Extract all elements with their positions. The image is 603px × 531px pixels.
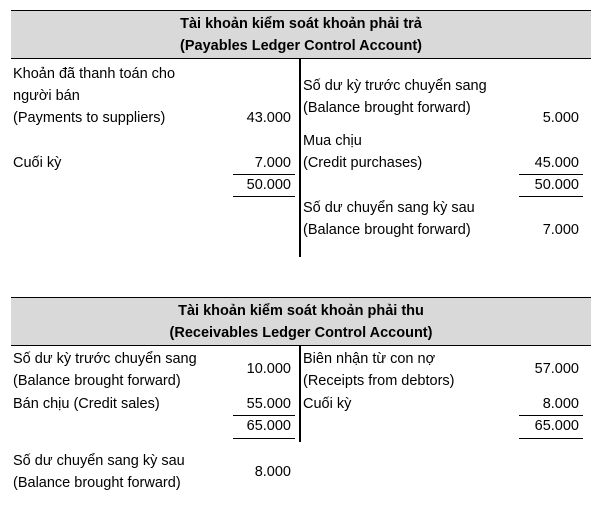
receivables-divider <box>299 346 301 442</box>
payables-closing-amount: 7.000 <box>254 155 291 171</box>
payables-payments-line1: Khoản đã thanh toán cho <box>13 66 176 82</box>
payables-divider <box>299 59 301 257</box>
receivables-body <box>11 346 591 526</box>
payables-header <box>11 10 591 59</box>
receivables-left-total: 65.000 <box>246 418 291 434</box>
payables-right-total: 50.000 <box>534 177 579 193</box>
receivables-right-total: 65.000 <box>534 418 579 434</box>
payables-left-total: 50.000 <box>246 177 291 193</box>
payables-body <box>11 59 591 259</box>
receivables-bbf-line1: Số dư kỳ trước chuyển sang <box>13 351 197 367</box>
payables-control-account <box>11 10 591 259</box>
payables-closing-label: Cuối kỳ <box>13 155 62 171</box>
receivables-closing-amount: 8.000 <box>542 396 579 412</box>
receivables-control-account <box>11 297 591 526</box>
payables-left-total-rule-bottom <box>233 196 295 197</box>
payables-payments-amount: 43.000 <box>246 110 291 126</box>
receivables-bcf-amount: 8.000 <box>254 464 291 480</box>
receivables-bcf-line2: (Balance brought forward) <box>13 475 181 491</box>
payables-bbf-line1: Số dư kỳ trước chuyển sang <box>303 78 487 94</box>
payables-title-vi: Tài khoản kiểm soát khoản phải trả <box>180 16 422 32</box>
receivables-bbf-amount: 10.000 <box>246 361 291 377</box>
receivables-title-vi: Tài khoản kiểm soát khoản phải thu <box>178 303 424 319</box>
payables-payments-line3: (Payments to suppliers) <box>13 110 166 126</box>
payables-payments-line2: người bán <box>13 88 80 104</box>
receivables-title-en: (Receivables Ledger Control Account) <box>169 325 433 341</box>
payables-right-total-rule-bottom <box>519 196 583 197</box>
payables-bcf-line1: Số dư chuyển sang kỳ sau <box>303 200 475 216</box>
receivables-right-total-rule-bottom <box>519 438 583 439</box>
payables-bbf-amount: 5.000 <box>542 110 579 126</box>
payables-bcf-line2: (Balance brought forward) <box>303 222 471 238</box>
receivables-header <box>11 297 591 346</box>
receivables-closing-label: Cuối kỳ <box>303 396 352 412</box>
receivables-receipts-line2: (Receipts from debtors) <box>303 373 455 389</box>
receivables-receipts-line1: Biên nhận từ con nợ <box>303 351 436 367</box>
receivables-sales-amount: 55.000 <box>246 396 291 412</box>
payables-credit-line2: (Credit purchases) <box>303 155 423 171</box>
payables-credit-amount: 45.000 <box>534 155 579 171</box>
receivables-left-total-rule-bottom <box>233 438 295 439</box>
receivables-bcf-line1: Số dư chuyển sang kỳ sau <box>13 453 185 469</box>
receivables-sales-label: Bán chịu (Credit sales) <box>13 396 160 412</box>
payables-bcf-amount: 7.000 <box>542 222 579 238</box>
receivables-receipts-amount: 57.000 <box>534 361 579 377</box>
payables-bbf-line2: (Balance brought forward) <box>303 100 471 116</box>
payables-title-en: (Payables Ledger Control Account) <box>180 38 422 54</box>
payables-credit-line1: Mua chịu <box>303 133 362 149</box>
receivables-bbf-line2: (Balance brought forward) <box>13 373 181 389</box>
